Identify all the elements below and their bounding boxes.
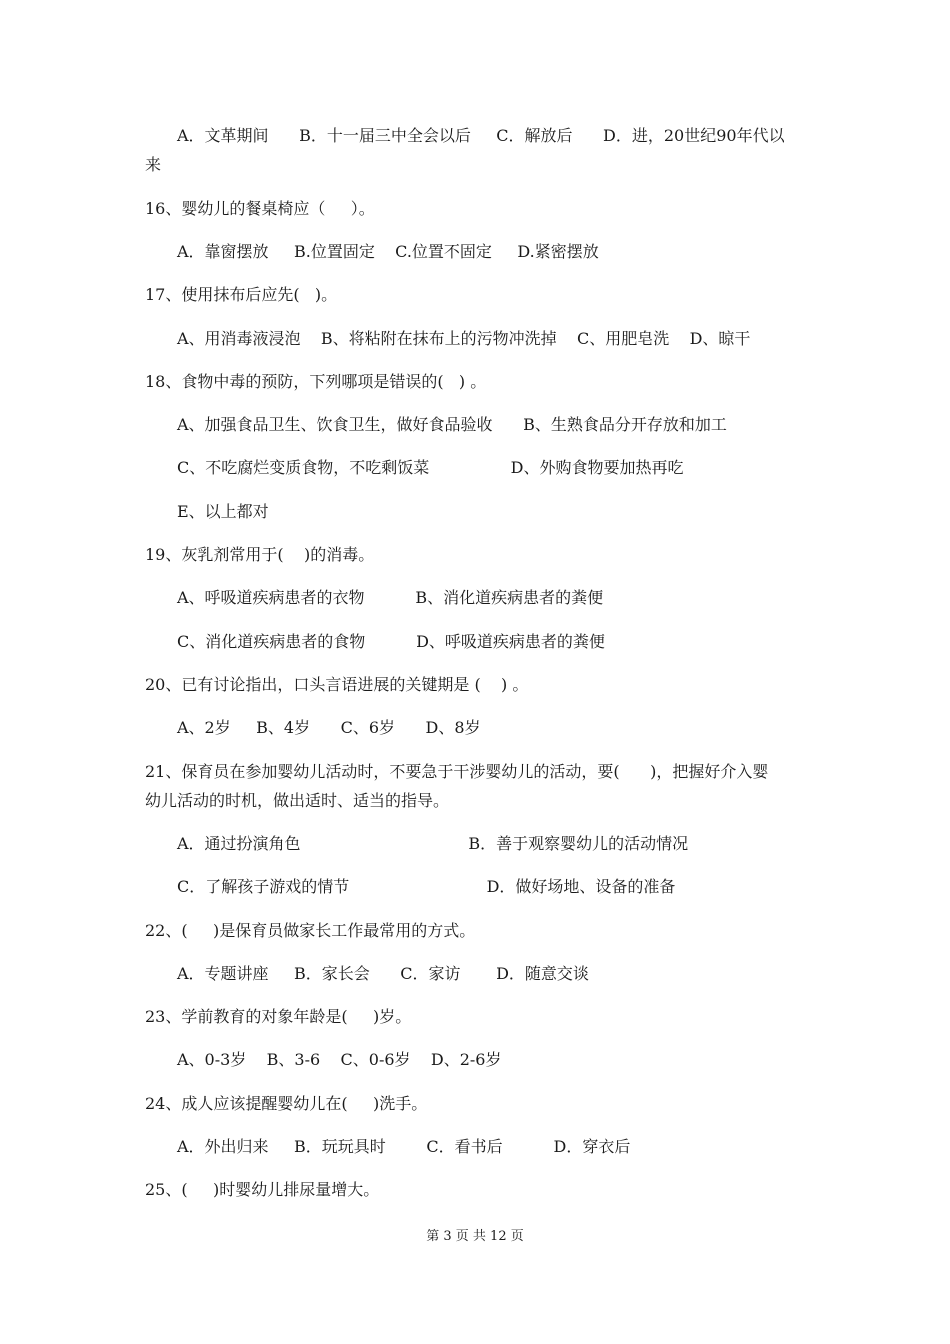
question-text: 21、保育员在参加婴幼儿活动时，不要急于干涉婴幼儿的活动，要( )，把握好介入婴 — [145, 762, 769, 781]
question-text: 23、学前教育的对象年龄是( )岁。 — [145, 1007, 412, 1026]
answer-options: A．专题讲座 B．家长会 C．家访 D．随意交谈 — [177, 964, 589, 983]
answer-options: C、不吃腐烂变质食物，不吃剩饭菜 D、外购食物要加热再吃 — [177, 458, 684, 477]
answer-options: A．外出归来 B．玩玩具时 C．看书后 D．穿衣后 — [177, 1137, 631, 1156]
question-text: 18、食物中毒的预防，下列哪项是错误的( ) 。 — [145, 372, 487, 391]
question-text: 25、( )时婴幼儿排尿量增大。 — [145, 1180, 380, 1199]
page-footer: 第 3 页 共 12 页 — [426, 1229, 524, 1244]
question-text-continued: 来 — [145, 155, 162, 174]
question-text-continued: 幼儿活动的时机，做出适时、适当的指导。 — [145, 791, 450, 810]
answer-options: A、加强食品卫生、饮食卫生，做好食品验收 B、生熟食品分开存放和加工 — [177, 415, 727, 434]
answer-options: A、0-3岁 B、3-6 C、0-6岁 D、2-6岁 — [177, 1050, 502, 1069]
question-text: 20、已有讨论指出，口头言语进展的关键期是 ( ) 。 — [145, 675, 529, 694]
answer-options: C．了解孩子游戏的情节 D．做好场地、设备的准备 — [177, 877, 676, 896]
question-text: 22、( )是保育员做家长工作最常用的方式。 — [145, 921, 476, 940]
answer-options: A．靠窗摆放 B.位置固定 C.位置不固定 D.紧密摆放 — [177, 242, 599, 261]
question-text: 17、使用抹布后应先( )。 — [145, 285, 338, 304]
question-text: 19、灰乳剂常用于( )的消毒。 — [145, 545, 375, 564]
answer-options: A．文革期间 B．十一届三中全会以后 C．解放后 D．进，20世纪90年代以 — [177, 126, 785, 145]
question-text: 24、成人应该提醒婴幼儿在( )洗手。 — [145, 1094, 428, 1113]
question-text: 16、婴幼儿的餐桌椅应（ ）。 — [145, 199, 375, 218]
answer-options: A．通过扮演角色 B．善于观察婴幼儿的活动情况 — [177, 834, 689, 853]
answer-options: A、用消毒液浸泡 B、将粘附在抹布上的污物冲洗掉 C、用肥皂洗 D、晾干 — [177, 329, 751, 348]
answer-options: A、呼吸道疾病患者的衣物 B、消化道疾病患者的粪便 — [177, 588, 604, 607]
answer-options: A、2岁 B、4岁 C、6岁 D、8岁 — [177, 718, 481, 737]
answer-options: E、以上都对 — [177, 502, 269, 521]
answer-options: C、消化道疾病患者的食物 D、呼吸道疾病患者的粪便 — [177, 632, 605, 651]
